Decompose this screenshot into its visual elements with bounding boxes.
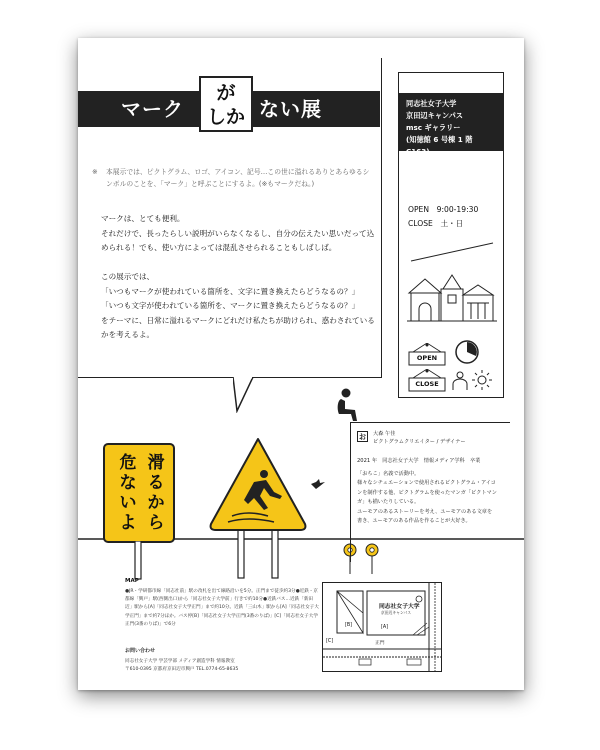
- body-p3-2: 「いつもマークが使われている箇所を、文字に置き換えたらどうなるの？」: [101, 286, 360, 296]
- venue-block: [399, 93, 503, 156]
- open-hours: OPEN 9:00-19:30: [408, 205, 479, 214]
- contact-block: [125, 647, 319, 675]
- intro-note: [92, 166, 372, 190]
- slip-warning-sign: [208, 436, 308, 580]
- title-box: [199, 76, 253, 132]
- profile-line-2: 様々なシチュエーションで使用されるピクトグラム・アイコンを制作する他、ピクトグラムを使ったマンガ「ピクトマンガ」も描いたりしている。: [357, 480, 497, 505]
- speech-bubble-tail: [233, 377, 255, 413]
- close-days: CLOSE 土・日: [408, 219, 464, 228]
- venue-line-4: (知徳館 6 号棟 1 階 C163): [406, 135, 473, 156]
- venue-line-2: 京田辺キャンパス: [406, 111, 463, 120]
- sign-column-2: 危ないよ: [119, 453, 137, 533]
- profile-line-3: ユーモアのあるストーリーを考え、ユーモアのある文章を書き、ユーモアのある作品を作ることが大好き。: [357, 508, 493, 524]
- note-mark: ※: [92, 168, 98, 176]
- clock-icon: [454, 339, 480, 365]
- map-campus-name: 同志社女子大学: [379, 604, 420, 610]
- text-sign-board: [103, 443, 175, 543]
- map-section: [78, 575, 524, 690]
- profile-icon: お: [359, 433, 366, 441]
- contact-line-2: 〒610-0395 京都府京田辺市興戸 TEL.0774-65-8635: [125, 667, 239, 673]
- map-description: ●JR・学研都市線「同志社前」駅の改札を出て線路沿いを5分。正門まで徒歩約3分●近鉄・京都線「興戸」駅(西側出口)から「同志社女子大学前」行きで約10分●近鉄バス…近鉄「新田辺」駅から[A]「同志社女子大学正門」まで約10分。近鉄「三山木」駅から[A]「同志社女子大学正門」まで約7分ほか。バス停[B]「同志社女子大学正門(3番のりば)」[C]「同志社女子大学正門(3番のりば)」で6分: [125, 589, 319, 627]
- body-p3-1: この展示では、: [101, 272, 155, 281]
- map-pin-a: [A]: [381, 625, 389, 630]
- venue-line-1: 同志社女子大学: [406, 99, 457, 108]
- body-text: [101, 212, 381, 343]
- open-sign-label: OPEN: [416, 354, 438, 362]
- profile-career: [357, 457, 497, 527]
- map-pin-b: [B]: [345, 623, 353, 628]
- body-p3-4: をテーマに、日常に溢れるマークにどれだけ私たちが助けられ、惑わされているかを考えるよ。: [101, 315, 375, 339]
- sitting-person-icon: [333, 388, 363, 424]
- note-text: 本展示では、ピクトグラム、ロゴ、アイコン、記号…この世に溢れるありとあらゆるシンボルのことを、「マーク」と呼ぶことにするよ。(※もマークだね。): [106, 168, 370, 188]
- title-box-bottom: しか: [206, 106, 245, 128]
- title-left: マーク: [121, 97, 184, 121]
- divider-line: [409, 241, 495, 263]
- map-campus-sub: 京田辺キャンパス: [381, 610, 412, 615]
- profile-box: [350, 422, 510, 562]
- map-pin-c: [C]: [326, 639, 334, 644]
- poster: [78, 38, 524, 690]
- hours-block: [408, 203, 504, 231]
- profile-role: ピクトグラムクリエイター / デザイナー: [373, 439, 466, 445]
- profile-year: 2021 年 同志社女子大学 情報メディア学科 卒業: [357, 458, 481, 464]
- body-p2: それだけで、長ったらしい説明がいらなくなるし、自分の伝えたい思いだって込められる！でも、使い方によっては混乱させられることもしばしば。: [101, 228, 375, 252]
- profile-line-1: 「おちこ」名義で活動中。: [357, 470, 420, 477]
- map-label: MAP: [125, 578, 139, 584]
- person-icon: [451, 371, 469, 391]
- sign-column-1: 滑るから: [147, 453, 165, 533]
- venue-line-3: msc ギャラリー: [406, 123, 461, 132]
- body-p1: マークは、とても便利。: [101, 214, 185, 223]
- campus-map: [322, 582, 442, 672]
- info-panel: [398, 72, 504, 398]
- building-icon: [407, 273, 497, 323]
- map-gate-label: 正門: [375, 641, 385, 646]
- title-right: ない展: [259, 97, 322, 121]
- profile-name: 大森 午佳: [373, 431, 396, 437]
- body-p3-3: 「いつも文字が使われている箇所を、マークに置き換えたらどうなるの？」: [101, 301, 360, 310]
- sun-icon: [471, 369, 493, 391]
- title-box-top: が: [216, 82, 236, 104]
- contact-line-1: 同志社女子大学 学芸学部 メディア創造学科 情報教室: [125, 659, 235, 665]
- contact-label: お問い合わせ: [125, 648, 156, 654]
- bird-icon: [310, 478, 326, 490]
- close-sign-label: CLOSE: [415, 380, 439, 388]
